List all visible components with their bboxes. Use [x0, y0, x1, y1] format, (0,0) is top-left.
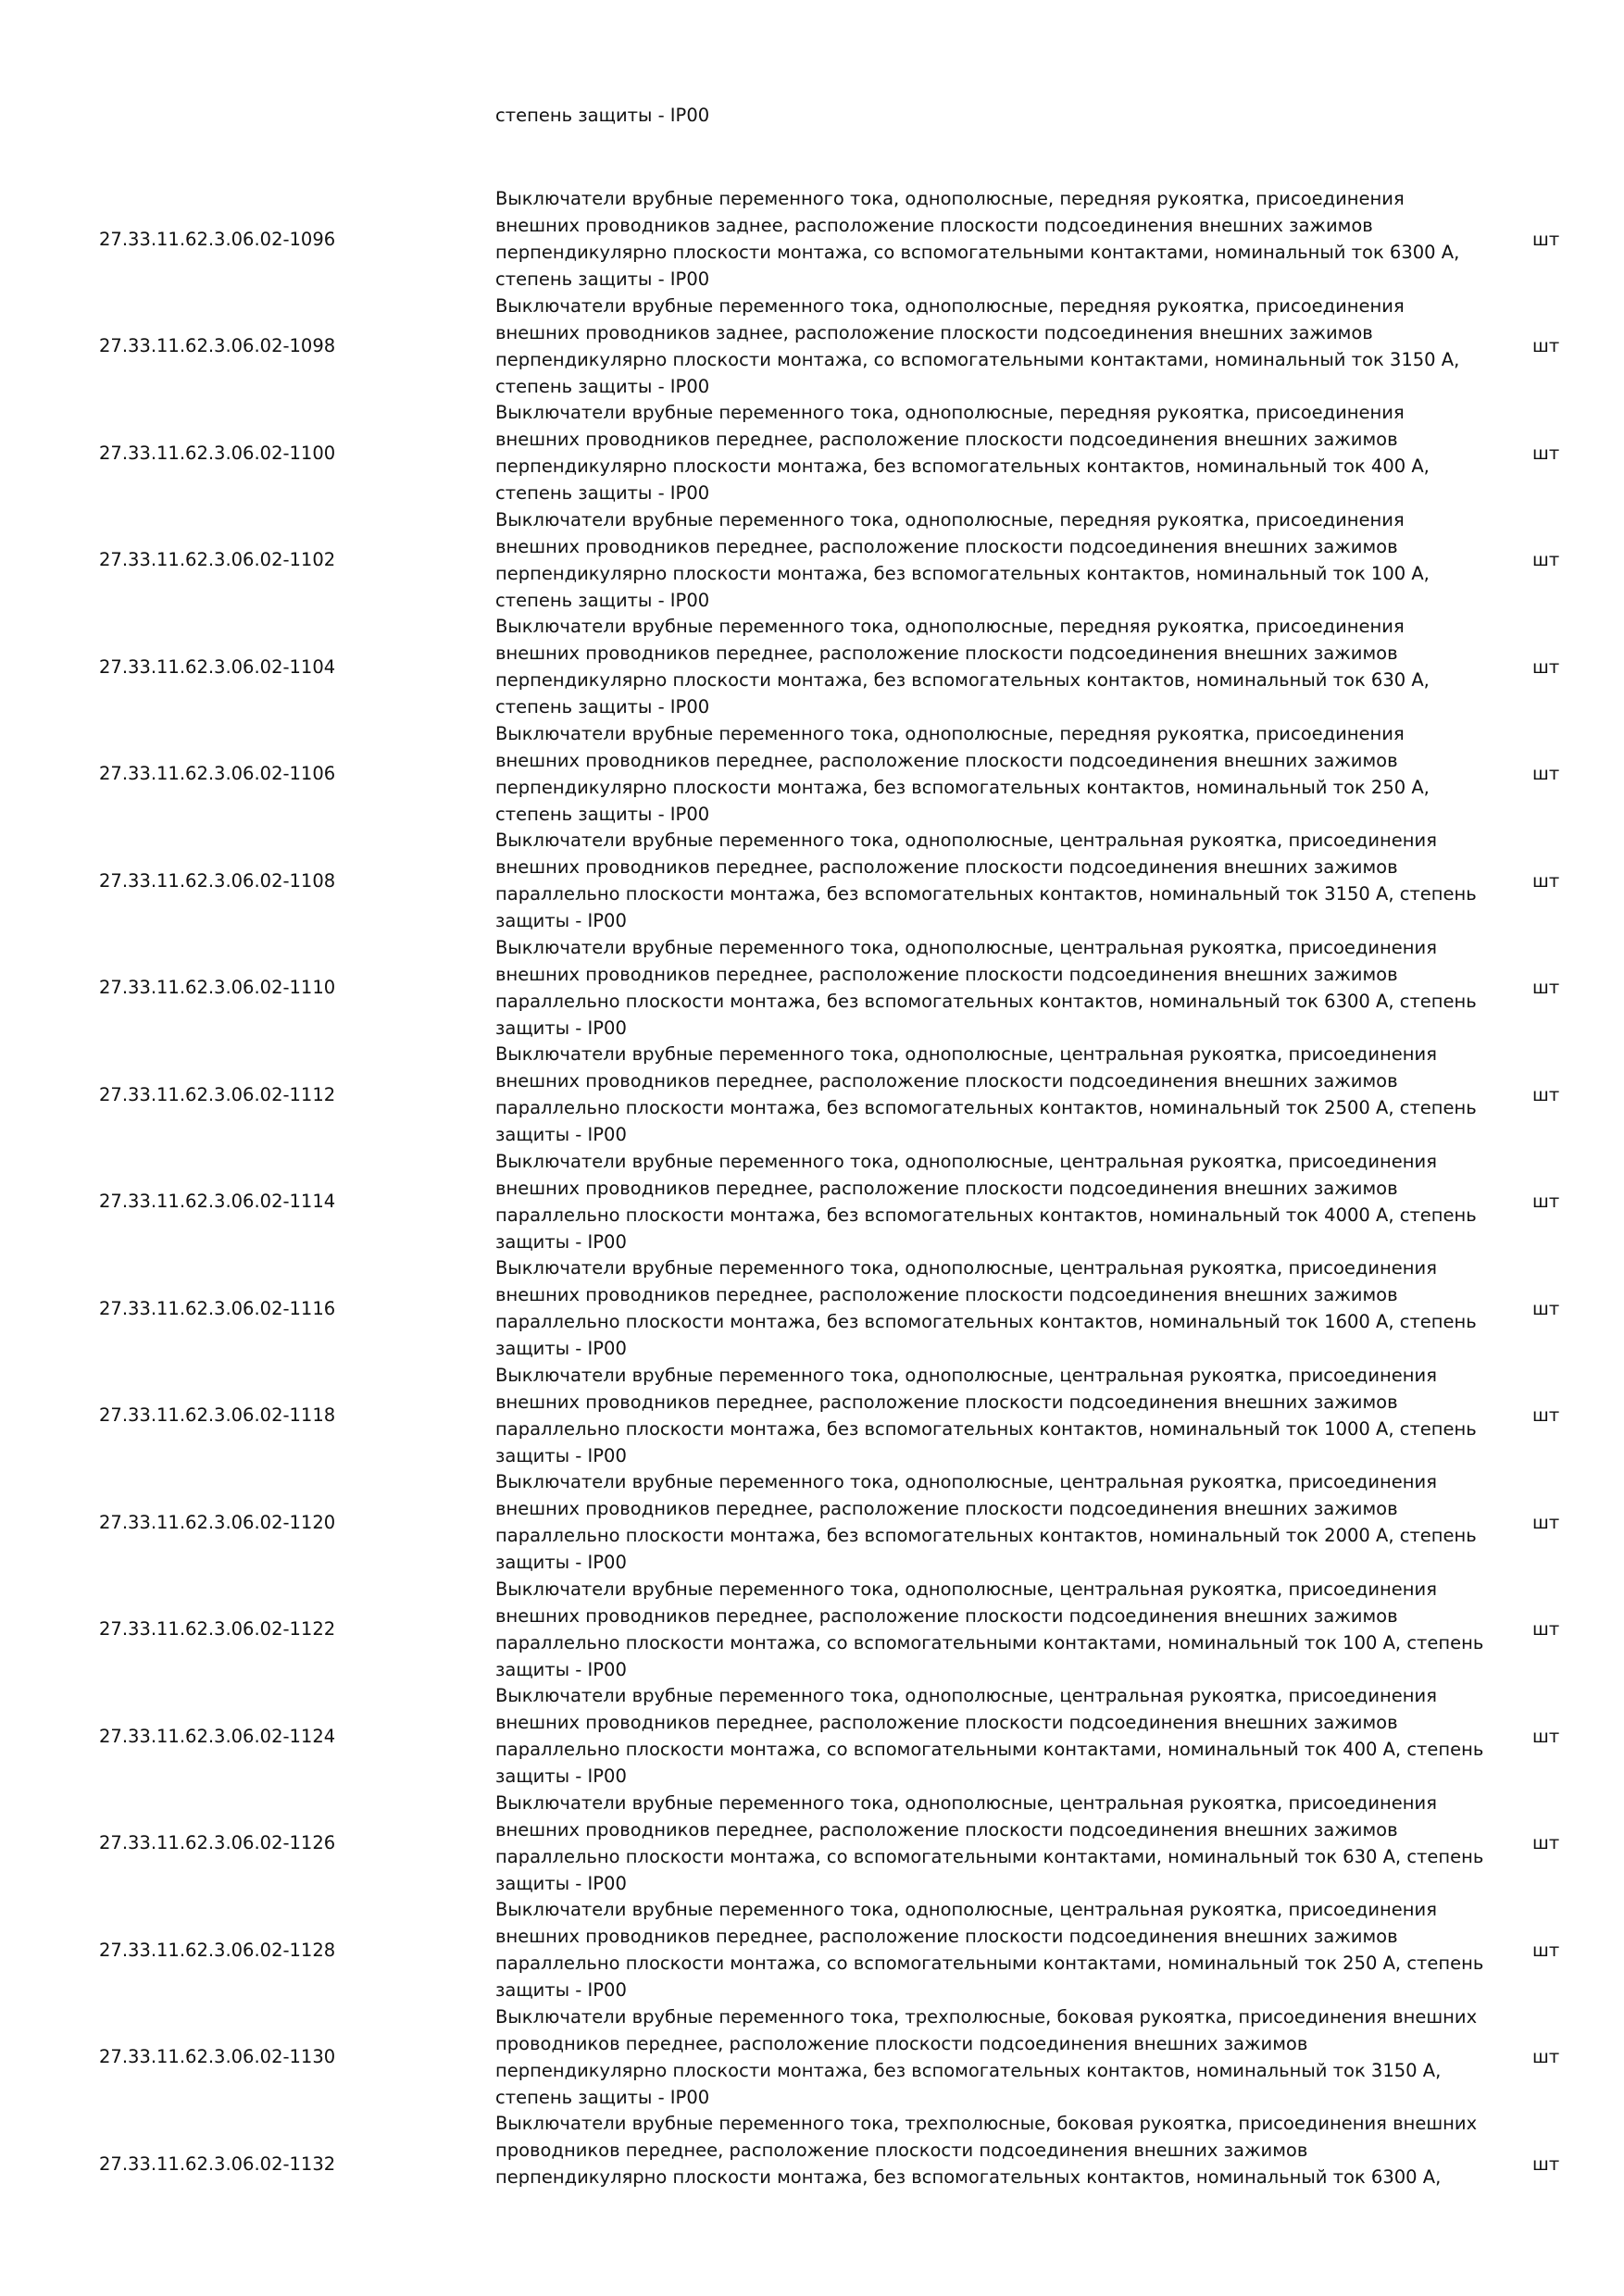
item-unit: шт — [1532, 2152, 1560, 2175]
description-line: Выключатели врубные переменного тока, однополюсные, передняя рукоятка, присоединения — [495, 722, 1405, 744]
description-line: степень защиты - IP00 — [495, 803, 710, 825]
description-line: внешних проводников переднее, расположение плоскости подсоединения внешних зажимов — [495, 1498, 1398, 1519]
item-description — [495, 720, 1458, 828]
item-description — [495, 185, 1458, 293]
description-line: Выключатели врубные переменного тока, однополюсные, центральная рукоятка, присоединения — [495, 1899, 1437, 1920]
item-unit: шт — [1532, 2046, 1560, 2067]
item-description — [495, 934, 1477, 1042]
description-line: параллельно плоскости монтажа, без вспомогательных контактов, номинальный ток 1000 А, степень — [495, 1417, 1477, 1440]
item-code: 27.33.11.62.3.06.02-1102 — [99, 549, 336, 570]
item-unit: шт — [1532, 1511, 1560, 1533]
description-line: внешних проводников переднее, расположение плоскости подсоединения внешних зажимов — [495, 1391, 1398, 1413]
description-line: Выключатели врубные переменного тока, однополюсные, центральная рукоятка, присоединения — [495, 830, 1437, 851]
description-line: Выключатели врубные переменного тока, однополюсные, передняя рукоятка, присоединения — [495, 508, 1405, 530]
description-line: защиты - IP00 — [495, 1979, 627, 2001]
description-line: перпендикулярно плоскости монтажа, со вспомогательными контактами, номинальный ток 6300 А, — [495, 242, 1460, 263]
description-line: внешних проводников переднее, расположение плоскости подсоединения внешних зажимов — [495, 1604, 1398, 1627]
item-code: 27.33.11.62.3.06.02-1110 — [99, 977, 336, 998]
item-unit: шт — [1532, 335, 1560, 356]
item-code: 27.33.11.62.3.06.02-1126 — [99, 1832, 336, 1853]
description-line: параллельно плоскости монтажа, без вспомогательных контактов, номинальный ток 4000 А, степень — [495, 1204, 1477, 1226]
item-unit: шт — [1532, 228, 1560, 250]
description-line: Выключатели врубные переменного тока, однополюсные, центральная рукоятка, присоединения — [495, 1471, 1437, 1492]
description-line: защиты - IP00 — [495, 910, 627, 931]
item-description — [495, 399, 1458, 506]
item-unit: шт — [1532, 1297, 1560, 1319]
description-line: Выключатели врубные переменного тока, трехполюсные, боковая рукоятка, присоединения внешних — [495, 2113, 1478, 2134]
description-line: внешних проводников переднее, расположение плоскости подсоединения внешних зажимов — [495, 643, 1398, 664]
description-line: параллельно плоскости монтажа, без вспомогательных контактов, номинальный ток 1600 А, степень — [495, 1311, 1477, 1332]
description-line: внешних проводников заднее, расположение плоскости подсоединения внешних зажимов — [495, 321, 1373, 343]
description-line: внешних проводников переднее, расположение плоскости подсоединения внешних зажимов — [495, 1177, 1398, 1199]
description-line: защиты - IP00 — [495, 1444, 627, 1466]
description-line: перпендикулярно плоскости монтажа, без вспомогательных контактов, номинальный ток 400 А, — [495, 455, 1430, 477]
description-line: степень защиты - IP00 — [495, 375, 710, 397]
item-code: 27.33.11.62.3.06.02-1132 — [99, 2152, 336, 2175]
item-code: 27.33.11.62.3.06.02-1118 — [99, 1404, 336, 1426]
description-line: защиты - IP00 — [495, 1872, 627, 1894]
continuation-line: степень защиты - IP00 — [495, 105, 710, 126]
item-unit: шт — [1532, 1939, 1560, 1961]
item-code: 27.33.11.62.3.06.02-1120 — [99, 1511, 336, 1533]
description-line: Выключатели врубные переменного тока, однополюсные, центральная рукоятка, присоединения — [495, 1257, 1437, 1279]
description-line: параллельно плоскости монтажа, со вспомогательными контактами, номинальный ток 400 А, степень — [495, 1739, 1484, 1760]
item-code: 27.33.11.62.3.06.02-1096 — [99, 228, 336, 250]
item-description — [495, 1682, 1484, 1790]
description-line: параллельно плоскости монтажа, со вспомогательными контактами, номинальный ток 100 А, степень — [495, 1631, 1484, 1653]
description-line: проводников переднее, расположение плоскости подсоединения внешних зажимов — [495, 2140, 1308, 2161]
description-line: защиты - IP00 — [495, 1338, 627, 1359]
description-line: степень защиты - IP00 — [495, 2086, 710, 2108]
description-line: Выключатели врубные переменного тока, однополюсные, центральная рукоятка, присоединения — [495, 1364, 1437, 1386]
description-line: внешних проводников переднее, расположение плоскости подсоединения внешних зажимов — [495, 963, 1398, 985]
item-code: 27.33.11.62.3.06.02-1106 — [99, 763, 336, 784]
item-description — [495, 293, 1458, 400]
description-line: защиты - IP00 — [495, 1766, 627, 1787]
item-description — [495, 1254, 1477, 1362]
item-code: 27.33.11.62.3.06.02-1112 — [99, 1083, 336, 1105]
description-line: перпендикулярно плоскости монтажа, без вспомогательных контактов, номинальный ток 250 А, — [495, 776, 1430, 798]
item-unit: шт — [1532, 1191, 1560, 1212]
item-code: 27.33.11.62.3.06.02-1116 — [99, 1297, 336, 1319]
description-line: внешних проводников переднее, расположение плоскости подсоединения внешних зажимов — [495, 1284, 1398, 1305]
item-code: 27.33.11.62.3.06.02-1114 — [99, 1191, 336, 1212]
item-unit: шт — [1532, 549, 1560, 570]
item-description — [495, 613, 1458, 720]
item-unit: шт — [1532, 1618, 1560, 1640]
item-code: 27.33.11.62.3.06.02-1124 — [99, 1725, 336, 1747]
item-unit: шт — [1532, 1832, 1560, 1853]
description-line: Выключатели врубные переменного тока, однополюсные, передняя рукоятка, присоединения — [495, 402, 1405, 423]
item-code: 27.33.11.62.3.06.02-1122 — [99, 1618, 336, 1640]
description-line: внешних проводников переднее, расположение плоскости подсоединения внешних зажимов — [495, 1818, 1398, 1841]
item-unit: шт — [1532, 1404, 1560, 1426]
item-description — [495, 1041, 1477, 1148]
description-line: Выключатели врубные переменного тока, однополюсные, передняя рукоятка, присоединения — [495, 294, 1405, 317]
item-unit: шт — [1532, 763, 1560, 784]
description-line: параллельно плоскости монтажа, без вспомогательных контактов, номинальный ток 3150 А, степень — [495, 883, 1477, 905]
item-unit: шт — [1532, 1083, 1560, 1105]
item-code: 27.33.11.62.3.06.02-1100 — [99, 442, 336, 464]
description-line: степень защиты - IP00 — [495, 268, 710, 290]
description-line: внешних проводников переднее, расположение плоскости подсоединения внешних зажимов — [495, 1712, 1398, 1733]
item-unit: шт — [1532, 655, 1560, 678]
description-line: защиты - IP00 — [495, 1017, 627, 1039]
description-line: Выключатели врубные переменного тока, однополюсные, центральная рукоятка, присоединения — [495, 1043, 1437, 1065]
description-line: перпендикулярно плоскости монтажа, без вспомогательных контактов, номинальный ток 6300 А, — [495, 2166, 1442, 2188]
description-line: Выключатели врубные переменного тока, однополюсные, передняя рукоятка, присоединения — [495, 188, 1405, 209]
description-line: параллельно плоскости монтажа, без вспомогательных контактов, номинальный ток 6300 А, степень — [495, 990, 1477, 1012]
description-line: защиты - IP00 — [495, 1658, 627, 1680]
item-description — [495, 1362, 1477, 1469]
item-unit: шт — [1532, 1725, 1560, 1747]
item-code: 27.33.11.62.3.06.02-1128 — [99, 1939, 336, 1961]
item-description — [495, 827, 1477, 934]
item-description — [495, 506, 1458, 614]
description-line: перпендикулярно плоскости монтажа, без вспомогательных контактов, номинальный ток 3150 А, — [495, 2059, 1442, 2081]
item-unit: шт — [1532, 442, 1560, 464]
item-unit: шт — [1532, 977, 1560, 998]
description-line: параллельно плоскости монтажа, без вспомогательных контактов, номинальный ток 2500 А, степень — [495, 1097, 1477, 1118]
description-line: внешних проводников переднее, расположение плоскости подсоединения внешних зажимов — [495, 749, 1398, 771]
item-description — [495, 1896, 1484, 2003]
description-line: Выключатели врубные переменного тока, однополюсные, центральная рукоятка, присоединения — [495, 1150, 1437, 1172]
item-description — [495, 1790, 1484, 1897]
description-line: Выключатели врубные переменного тока, однополюсные, центральная рукоятка, присоединения — [495, 936, 1437, 958]
item-description — [495, 1148, 1477, 1255]
description-line: степень защиты - IP00 — [495, 482, 710, 504]
description-line: перпендикулярно плоскости монтажа, без вспомогательных контактов, номинальный ток 100 А, — [495, 562, 1430, 584]
item-code: 27.33.11.62.3.06.02-1108 — [99, 869, 336, 892]
description-line: проводников переднее, расположение плоскости подсоединения внешних зажимов — [495, 2032, 1308, 2054]
description-line: степень защиты - IP00 — [495, 696, 710, 718]
description-line: степень защиты - IP00 — [495, 589, 710, 611]
description-line: перпендикулярно плоскости монтажа, со вспомогательными контактами, номинальный ток 3150 А, — [495, 348, 1460, 370]
item-unit: шт — [1532, 869, 1560, 892]
description-line: параллельно плоскости монтажа, со вспомогательными контактами, номинальный ток 630 А, степень — [495, 1845, 1484, 1867]
item-description — [495, 1468, 1477, 1576]
description-line: внешних проводников переднее, расположение плоскости подсоединения внешних зажимов — [495, 1070, 1398, 1092]
description-line: внешних проводников заднее, расположение плоскости подсоединения внешних зажимов — [495, 215, 1373, 236]
item-code: 27.33.11.62.3.06.02-1130 — [99, 2046, 336, 2067]
description-line: Выключатели врубные переменного тока, трехполюсные, боковая рукоятка, присоединения внешних — [495, 2005, 1478, 2028]
item-code: 27.33.11.62.3.06.02-1098 — [99, 335, 336, 356]
description-line: перпендикулярно плоскости монтажа, без вспомогательных контактов, номинальный ток 630 А, — [495, 669, 1430, 691]
item-description — [495, 2003, 1478, 2111]
description-line: внешних проводников переднее, расположение плоскости подсоединения внешних зажимов — [495, 1926, 1398, 1947]
description-line: защиты - IP00 — [495, 1552, 627, 1573]
description-line: внешних проводников переднее, расположение плоскости подсоединения внешних зажимов — [495, 535, 1398, 557]
description-line: Выключатели врубные переменного тока, однополюсные, центральная рукоятка, присоединения — [495, 1791, 1437, 1814]
description-line: Выключатели врубные переменного тока, однополюсные, передняя рукоятка, присоединения — [495, 616, 1405, 637]
description-line: защиты - IP00 — [495, 1124, 627, 1145]
description-line: параллельно плоскости монтажа, без вспомогательных контактов, номинальный ток 2000 А, степень — [495, 1525, 1477, 1546]
item-description — [495, 2110, 1478, 2190]
item-code: 27.33.11.62.3.06.02-1104 — [99, 655, 336, 678]
item-description — [495, 1576, 1484, 1683]
description-line: Выключатели врубные переменного тока, однополюсные, центральная рукоятка, присоединения — [495, 1578, 1437, 1600]
description-line: внешних проводников переднее, расположение плоскости подсоединения внешних зажимов — [495, 856, 1398, 878]
description-line: параллельно плоскости монтажа, со вспомогательными контактами, номинальный ток 250 А, степень — [495, 1953, 1484, 1974]
description-line: защиты - IP00 — [495, 1230, 627, 1253]
description-line: внешних проводников переднее, расположение плоскости подсоединения внешних зажимов — [495, 429, 1398, 450]
description-line: Выключатели врубные переменного тока, однополюсные, центральная рукоятка, присоединения — [495, 1685, 1437, 1706]
